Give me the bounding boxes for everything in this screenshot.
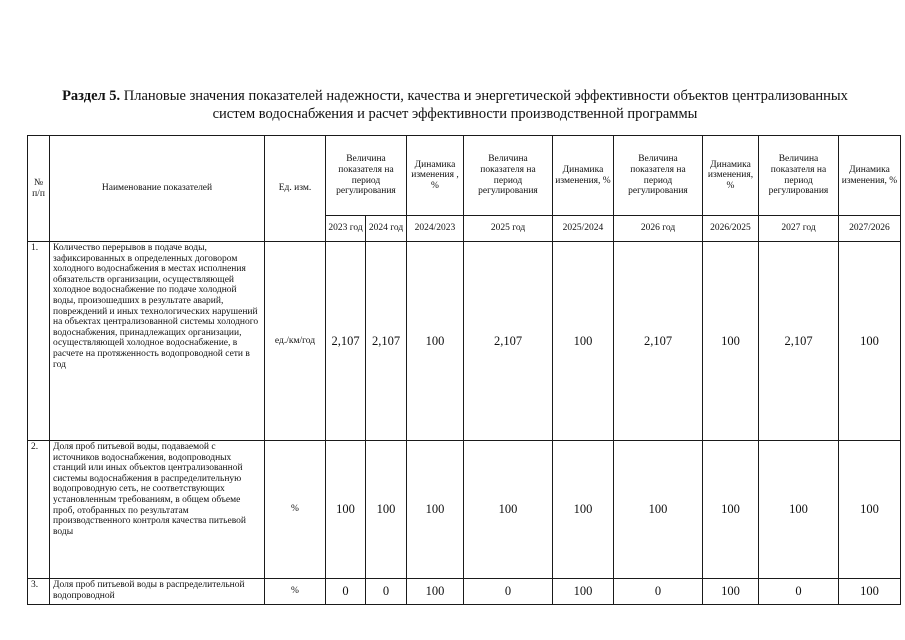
value-2026: 2,107 <box>614 242 703 441</box>
value-2024: 0 <box>366 579 407 605</box>
value-2024: 2,107 <box>366 242 407 441</box>
row-name: Доля проб питьевой воды, подаваемой с источников водоснабжения, водопроводных станций или иных объектов централизованной системы водоснабжения в распределительную водопроводную сеть, не соответствующих установленным требованиям, в общем объеме проб, отобранных по результатам производственного контроля качества питьевой воды <box>50 441 265 579</box>
value-2025: 100 <box>464 441 553 579</box>
header-unit: Ед. изм. <box>265 136 326 242</box>
dynamics-2026: 100 <box>703 579 759 605</box>
dynamics-2024: 100 <box>407 242 464 441</box>
subheader-2024: 2024 год <box>366 216 407 242</box>
subheader-2026: 2026 год <box>614 216 703 242</box>
value-2027: 2,107 <box>759 242 839 441</box>
row-num: 2. <box>28 441 50 579</box>
dynamics-2026: 100 <box>703 242 759 441</box>
row-unit: % <box>265 441 326 579</box>
section-title: Плановые значения показателей надежности, качества и энергетической эффективности объектов централизованных систем водоснабжения и расчет эффективности производственной программы <box>120 88 848 122</box>
subheader-2025: 2025 год <box>464 216 553 242</box>
subheader-2023: 2023 год <box>326 216 366 242</box>
dynamics-2027: 100 <box>839 441 901 579</box>
header-dynamics-2027: Динамика изменения, % <box>839 136 901 216</box>
dynamics-2025: 100 <box>553 579 614 605</box>
value-2027: 100 <box>759 441 839 579</box>
dynamics-2027: 100 <box>839 579 901 605</box>
section-heading <box>60 87 850 123</box>
row-unit: ед./км/год <box>265 242 326 441</box>
subheader-2025-2024: 2025/2024 <box>553 216 614 242</box>
row-name: Количество перерывов в подаче воды, зафиксированных в определенных договором холодного водоснабжения в местах исполнения обязательств организации, осуществляющей холодное водоснабжение по подаче холодной воды, произошедших в результате аварий, повреждений и иных технологических нарушений на объектах централизованной системы холодного водоснабжения, принадлежащих организации, осуществляющей холодное водоснабжение, в расчете на протяженность водопроводной сети в год <box>50 242 265 441</box>
dynamics-2025: 100 <box>553 242 614 441</box>
subheader-2027-2026: 2027/2026 <box>839 216 901 242</box>
subheader-2024-2023: 2024/2023 <box>407 216 464 242</box>
value-2023: 100 <box>326 441 366 579</box>
section-number: Раздел 5. <box>62 88 121 104</box>
dynamics-2024: 100 <box>407 441 464 579</box>
table-header-row <box>28 136 901 216</box>
header-value-2027: Величина показателя на период регулирования <box>759 136 839 216</box>
subheader-2026-2025: 2026/2025 <box>703 216 759 242</box>
dynamics-2026: 100 <box>703 441 759 579</box>
header-dynamics-2025: Динамика изменения, % <box>553 136 614 216</box>
header-num: № п/п <box>28 136 50 242</box>
table-row <box>28 441 901 579</box>
header-value-2025: Величина показателя на период регулирования <box>464 136 553 216</box>
dynamics-2025: 100 <box>553 441 614 579</box>
table-row <box>28 242 901 441</box>
header-dynamics-2024: Динамика изменения , % <box>407 136 464 216</box>
value-2025: 0 <box>464 579 553 605</box>
dynamics-2027: 100 <box>839 242 901 441</box>
value-2026: 100 <box>614 441 703 579</box>
header-value-period: Величина показателя на период регулирования <box>326 136 407 216</box>
header-value-2026: Величина показателя на период регулирования <box>614 136 703 216</box>
row-name: Доля проб питьевой воды в распределительной водопроводной <box>50 579 265 605</box>
dynamics-2024: 100 <box>407 579 464 605</box>
header-dynamics-2026: Динамика изменения, % <box>703 136 759 216</box>
row-unit: % <box>265 579 326 605</box>
value-2026: 0 <box>614 579 703 605</box>
value-2023: 2,107 <box>326 242 366 441</box>
value-2027: 0 <box>759 579 839 605</box>
subheader-2027: 2027 год <box>759 216 839 242</box>
value-2023: 0 <box>326 579 366 605</box>
indicators-table <box>27 135 901 605</box>
value-2024: 100 <box>366 441 407 579</box>
row-num: 3. <box>28 579 50 605</box>
header-name: Наименование показателей <box>50 136 265 242</box>
value-2025: 2,107 <box>464 242 553 441</box>
table-row <box>28 579 901 605</box>
row-num: 1. <box>28 242 50 441</box>
